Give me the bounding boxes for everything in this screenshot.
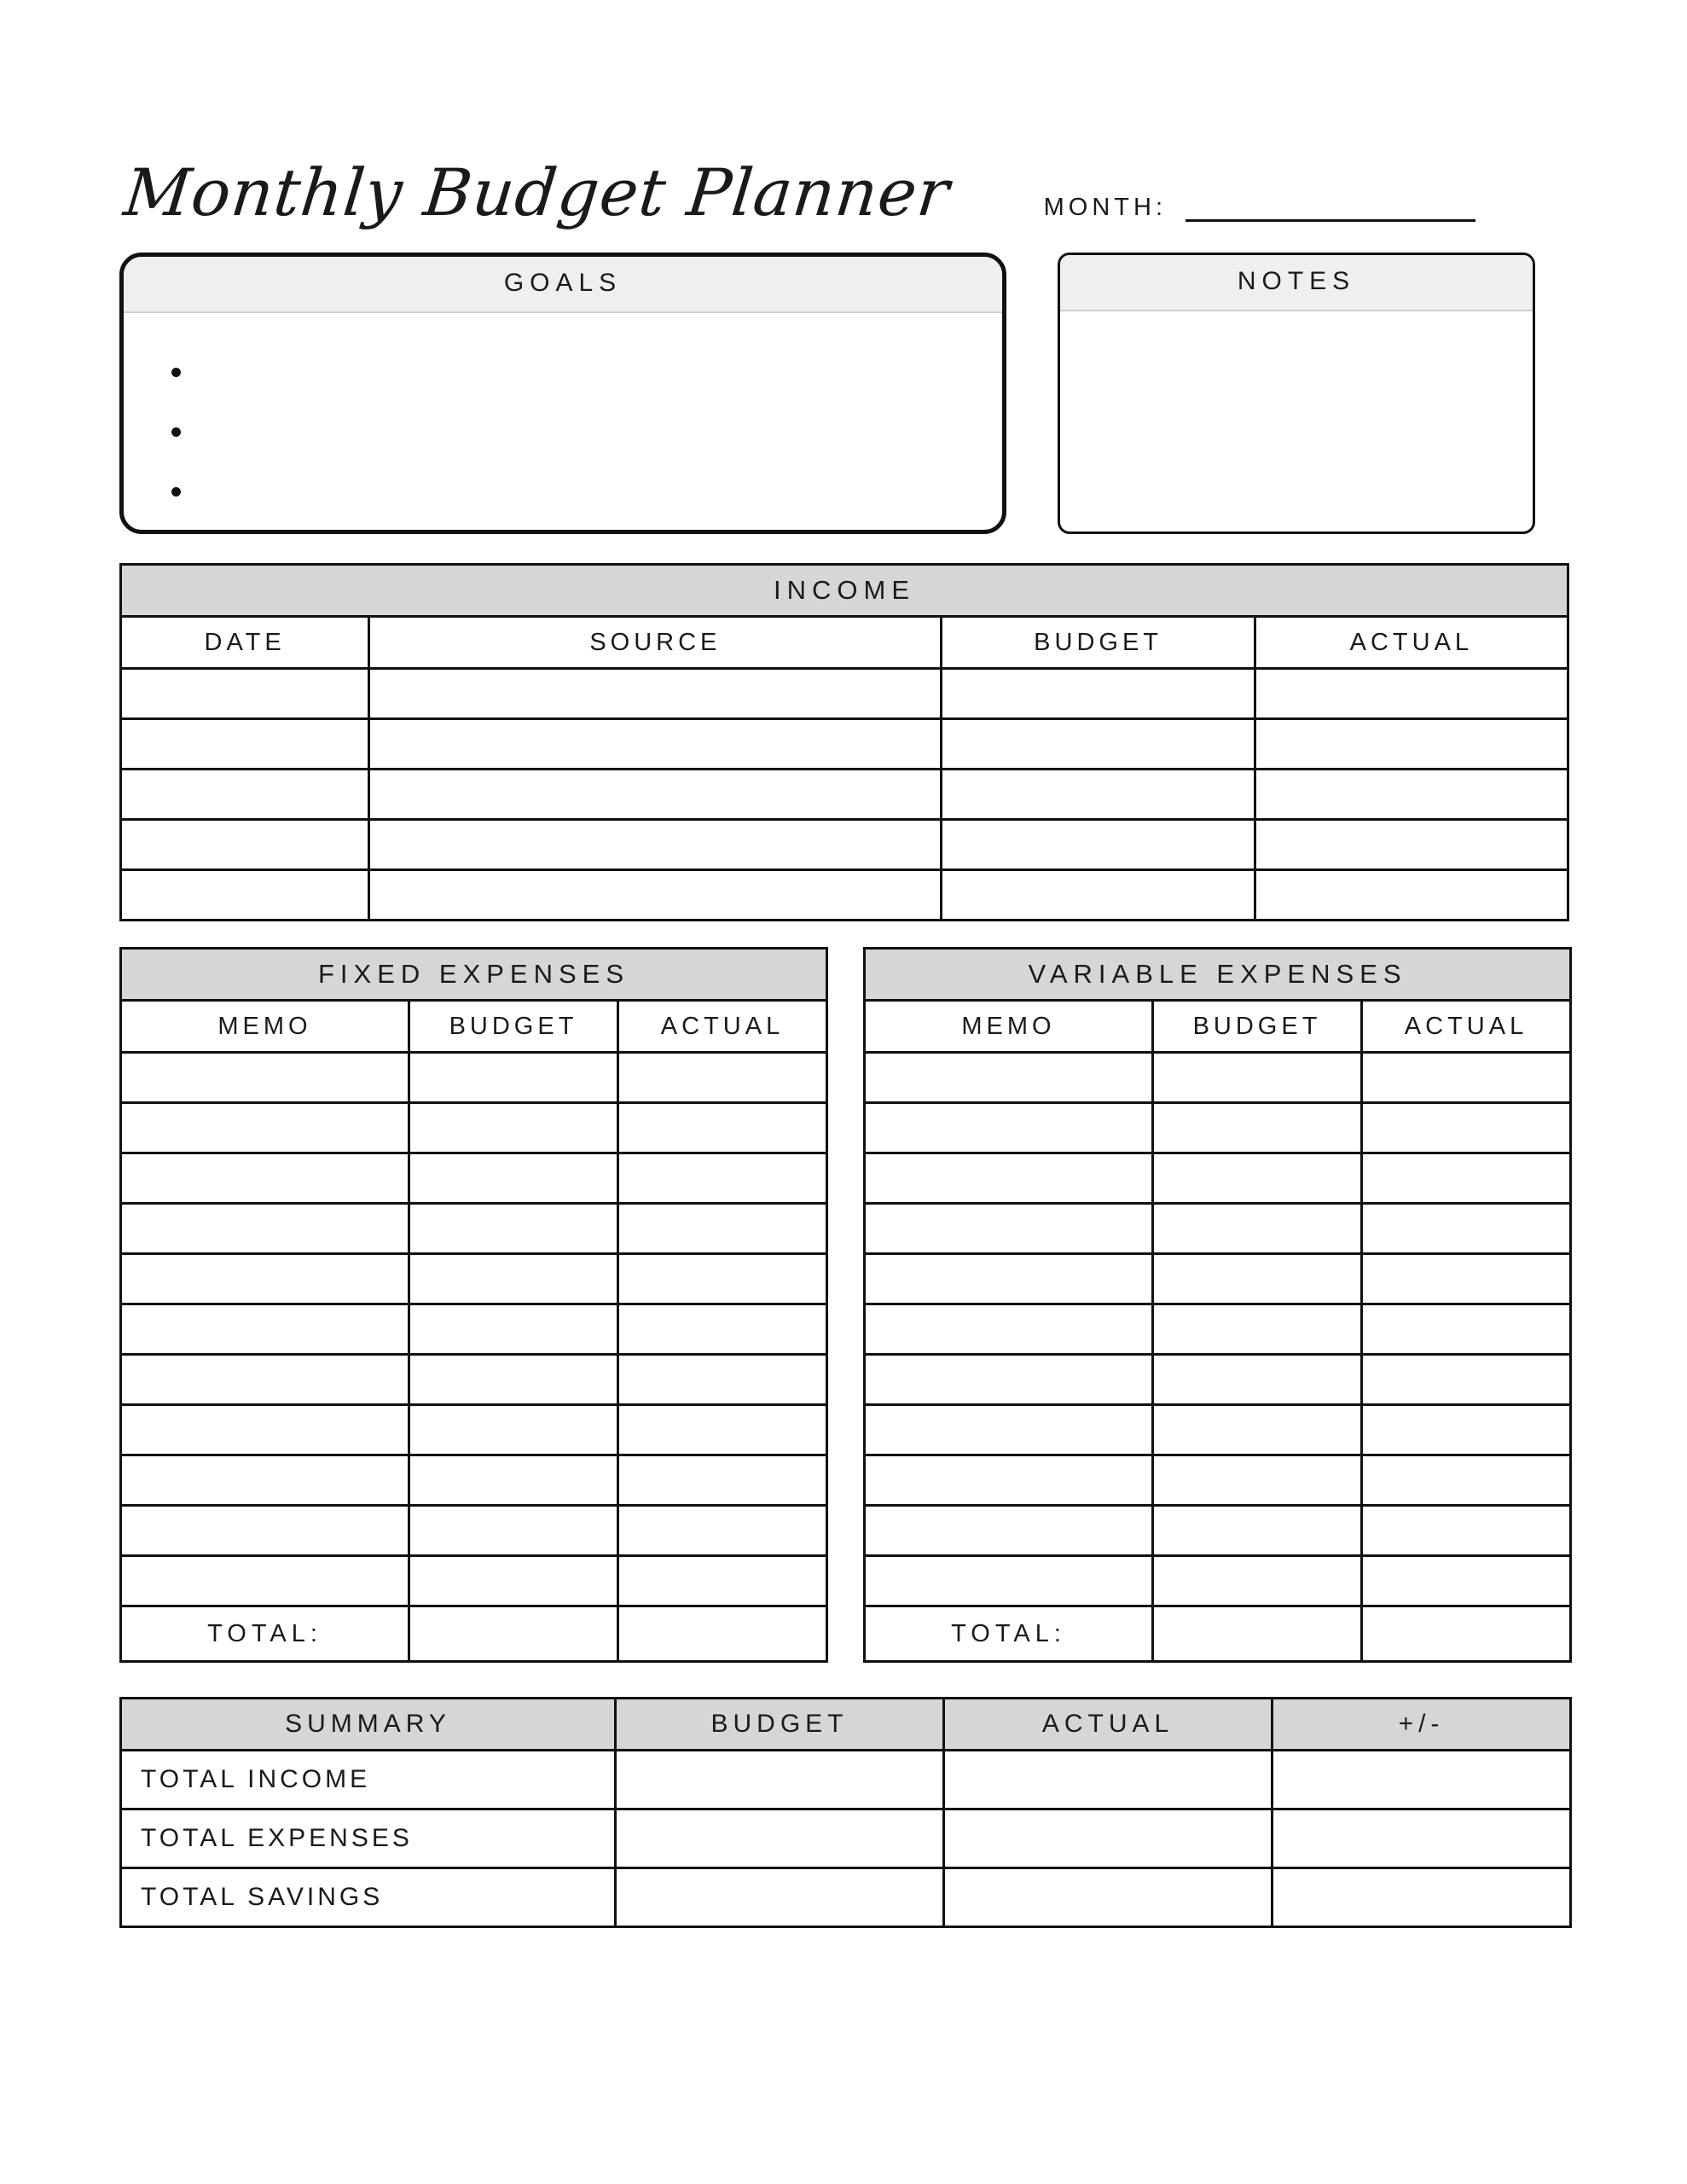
table-row — [121, 1455, 827, 1506]
table-row — [865, 1556, 1571, 1606]
variable-cell-actual[interactable] — [1362, 1355, 1571, 1405]
variable-cell-budget[interactable] — [1153, 1506, 1362, 1556]
table-total-row — [121, 1606, 827, 1662]
income-cell-source[interactable] — [369, 719, 942, 770]
summary-col-budget: BUDGET — [616, 1699, 944, 1751]
income-cell-date[interactable] — [121, 820, 369, 870]
table-row — [121, 1751, 1571, 1809]
table-row — [865, 1053, 1571, 1103]
fixed-cell-memo[interactable] — [121, 1506, 409, 1556]
table-row — [121, 669, 1568, 719]
income-cell-source[interactable] — [369, 669, 942, 719]
table-header-row — [121, 1001, 827, 1053]
variable-cell-actual[interactable] — [1362, 1254, 1571, 1304]
table-row — [121, 1405, 827, 1455]
variable-cell-actual[interactable] — [1362, 1053, 1571, 1103]
table-row — [121, 820, 1568, 870]
fixed-cell-memo[interactable] — [121, 1153, 409, 1204]
table-row — [865, 1103, 1571, 1153]
month-field-group — [1044, 194, 1569, 230]
summary-label-total-income: TOTAL INCOME — [121, 1751, 616, 1809]
fixed-cell-budget[interactable] — [409, 1304, 618, 1355]
header — [119, 128, 1569, 230]
fixed-cell-actual[interactable] — [618, 1304, 827, 1355]
variable-cell-actual[interactable] — [1362, 1153, 1571, 1204]
summary-total-savings-actual[interactable] — [944, 1868, 1272, 1927]
fixed-expenses-table — [119, 947, 828, 1663]
table-row — [865, 1506, 1571, 1556]
variable-cell-actual[interactable] — [1362, 1204, 1571, 1254]
income-band: INCOME — [121, 565, 1568, 617]
expenses-row — [119, 947, 1569, 1663]
fixed-cell-budget[interactable] — [409, 1053, 618, 1103]
variable-cell-actual[interactable] — [1362, 1405, 1571, 1455]
list-item[interactable] — [163, 462, 1002, 521]
variable-expenses-band: VARIABLE EXPENSES — [865, 949, 1571, 1001]
summary-label-total-expenses: TOTAL EXPENSES — [121, 1809, 616, 1868]
table-row — [121, 1053, 827, 1103]
table-row — [121, 1556, 827, 1606]
fixed-cell-memo[interactable] — [121, 1254, 409, 1304]
fixed-col-memo: MEMO — [121, 1001, 409, 1053]
variable-cell-memo[interactable] — [865, 1153, 1153, 1204]
summary-total-expenses-actual[interactable] — [944, 1809, 1272, 1868]
notes-input[interactable] — [1060, 311, 1533, 534]
income-cell-date[interactable] — [121, 870, 369, 921]
fixed-cell-budget[interactable] — [409, 1455, 618, 1506]
page-title: Monthly Budget Planner — [120, 154, 954, 230]
fixed-col-budget: BUDGET — [409, 1001, 618, 1053]
variable-cell-budget[interactable] — [1153, 1304, 1362, 1355]
income-cell-source[interactable] — [369, 820, 942, 870]
variable-total-budget[interactable] — [1153, 1606, 1362, 1662]
goals-box — [119, 253, 1006, 534]
income-table — [119, 563, 1569, 921]
variable-col-budget: BUDGET — [1153, 1001, 1362, 1053]
income-cell-actual[interactable] — [1255, 870, 1568, 921]
summary-col-diff: +/- — [1272, 1699, 1571, 1751]
income-col-source: SOURCE — [369, 617, 942, 669]
fixed-cell-budget[interactable] — [409, 1405, 618, 1455]
income-cell-budget[interactable] — [942, 820, 1255, 870]
variable-cell-memo[interactable] — [865, 1455, 1153, 1506]
summary-label-total-savings: TOTAL SAVINGS — [121, 1868, 616, 1927]
variable-expenses-table — [863, 947, 1572, 1663]
summary-col-actual: ACTUAL — [944, 1699, 1272, 1751]
variable-cell-memo[interactable] — [865, 1405, 1153, 1455]
fixed-cell-memo[interactable] — [121, 1355, 409, 1405]
summary-total-income-budget[interactable] — [616, 1751, 944, 1809]
table-row — [121, 870, 1568, 921]
fixed-cell-actual[interactable] — [618, 1204, 827, 1254]
goals-notes-row — [119, 253, 1569, 534]
list-item[interactable] — [163, 342, 1002, 402]
income-col-actual: ACTUAL — [1255, 617, 1568, 669]
fixed-cell-actual[interactable] — [618, 1455, 827, 1506]
fixed-cell-memo[interactable] — [121, 1405, 409, 1455]
month-input[interactable] — [1186, 216, 1475, 222]
variable-cell-budget[interactable] — [1153, 1053, 1362, 1103]
fixed-cell-actual[interactable] — [618, 1153, 827, 1204]
sheet — [119, 128, 1569, 1928]
table-row — [865, 1204, 1571, 1254]
table-row — [121, 1204, 827, 1254]
table-row — [865, 1355, 1571, 1405]
variable-expenses-section — [863, 947, 1569, 1663]
bullet-icon — [171, 487, 181, 497]
notes-box — [1058, 253, 1535, 534]
table-row — [865, 1304, 1571, 1355]
fixed-cell-memo[interactable] — [121, 1204, 409, 1254]
fixed-total-actual[interactable] — [618, 1606, 827, 1662]
table-row — [121, 1153, 827, 1204]
fixed-cell-actual[interactable] — [618, 1103, 827, 1153]
summary-col-title: SUMMARY — [121, 1699, 616, 1751]
table-header-row — [121, 1699, 1571, 1751]
table-row — [865, 1254, 1571, 1304]
summary-total-income-actual[interactable] — [944, 1751, 1272, 1809]
variable-cell-actual[interactable] — [1362, 1455, 1571, 1506]
table-row — [865, 1153, 1571, 1204]
income-cell-date[interactable] — [121, 770, 369, 820]
goals-list — [124, 313, 1002, 521]
variable-cell-budget[interactable] — [1153, 1204, 1362, 1254]
fixed-cell-budget[interactable] — [409, 1355, 618, 1405]
variable-cell-memo[interactable] — [865, 1304, 1153, 1355]
table-row — [121, 1355, 827, 1405]
summary-total-income-diff[interactable] — [1272, 1751, 1571, 1809]
income-cell-source[interactable] — [369, 770, 942, 820]
income-cell-budget[interactable] — [942, 719, 1255, 770]
table-row — [121, 1254, 827, 1304]
income-col-date: DATE — [121, 617, 369, 669]
fixed-cell-actual[interactable] — [618, 1556, 827, 1606]
income-section — [119, 563, 1569, 921]
list-item[interactable] — [163, 402, 1002, 462]
variable-cell-memo[interactable] — [865, 1204, 1153, 1254]
fixed-cell-memo[interactable] — [121, 1103, 409, 1153]
table-row — [121, 1809, 1571, 1868]
variable-cell-memo[interactable] — [865, 1556, 1153, 1606]
income-cell-date[interactable] — [121, 719, 369, 770]
table-row — [121, 719, 1568, 770]
table-header-row — [121, 617, 1568, 669]
month-label: MONTH: — [1043, 194, 1167, 221]
table-row — [121, 1103, 827, 1153]
fixed-cell-budget[interactable] — [409, 1254, 618, 1304]
variable-col-memo: MEMO — [865, 1001, 1153, 1053]
variable-cell-actual[interactable] — [1362, 1556, 1571, 1606]
income-cell-budget[interactable] — [942, 870, 1255, 921]
variable-cell-memo[interactable] — [865, 1355, 1153, 1405]
fixed-cell-memo[interactable] — [121, 1556, 409, 1606]
summary-total-savings-budget[interactable] — [616, 1868, 944, 1927]
variable-cell-actual[interactable] — [1362, 1304, 1571, 1355]
variable-cell-memo[interactable] — [865, 1053, 1153, 1103]
variable-cell-budget[interactable] — [1153, 1103, 1362, 1153]
income-cell-date[interactable] — [121, 669, 369, 719]
fixed-cell-budget[interactable] — [409, 1506, 618, 1556]
summary-section — [119, 1697, 1569, 1928]
table-total-row — [865, 1606, 1571, 1662]
table-row — [121, 770, 1568, 820]
bullet-icon — [171, 427, 181, 437]
notes-heading: NOTES — [1060, 255, 1533, 311]
variable-cell-actual[interactable] — [1362, 1506, 1571, 1556]
income-cell-actual[interactable] — [1255, 820, 1568, 870]
fixed-cell-budget[interactable] — [409, 1204, 618, 1254]
variable-cell-budget[interactable] — [1153, 1556, 1362, 1606]
income-cell-budget[interactable] — [942, 669, 1255, 719]
variable-cell-actual[interactable] — [1362, 1103, 1571, 1153]
variable-total-label: TOTAL: — [865, 1606, 1153, 1662]
fixed-cell-budget[interactable] — [409, 1153, 618, 1204]
income-cell-actual[interactable] — [1255, 669, 1568, 719]
fixed-total-label: TOTAL: — [121, 1606, 409, 1662]
table-band-row — [121, 949, 827, 1001]
table-header-row — [865, 1001, 1571, 1053]
variable-cell-budget[interactable] — [1153, 1254, 1362, 1304]
income-cell-source[interactable] — [369, 870, 942, 921]
income-col-budget: BUDGET — [942, 617, 1255, 669]
table-row — [121, 1506, 827, 1556]
fixed-cell-actual[interactable] — [618, 1506, 827, 1556]
variable-cell-memo[interactable] — [865, 1254, 1153, 1304]
variable-cell-memo[interactable] — [865, 1506, 1153, 1556]
income-cell-actual[interactable] — [1255, 719, 1568, 770]
variable-cell-budget[interactable] — [1153, 1355, 1362, 1405]
fixed-cell-actual[interactable] — [618, 1355, 827, 1405]
table-row — [121, 1304, 827, 1355]
fixed-cell-budget[interactable] — [409, 1103, 618, 1153]
goals-heading: GOALS — [124, 257, 1002, 313]
summary-total-expenses-budget[interactable] — [616, 1809, 944, 1868]
fixed-cell-memo[interactable] — [121, 1455, 409, 1506]
summary-total-savings-diff[interactable] — [1272, 1868, 1571, 1927]
variable-cell-budget[interactable] — [1153, 1455, 1362, 1506]
fixed-total-budget[interactable] — [409, 1606, 618, 1662]
variable-col-actual: ACTUAL — [1362, 1001, 1571, 1053]
variable-cell-budget[interactable] — [1153, 1153, 1362, 1204]
income-cell-budget[interactable] — [942, 770, 1255, 820]
fixed-expenses-section — [119, 947, 826, 1663]
fixed-col-actual: ACTUAL — [618, 1001, 827, 1053]
summary-table — [119, 1697, 1572, 1928]
fixed-cell-memo[interactable] — [121, 1304, 409, 1355]
summary-total-expenses-diff[interactable] — [1272, 1809, 1571, 1868]
fixed-cell-actual[interactable] — [618, 1053, 827, 1103]
fixed-cell-actual[interactable] — [618, 1405, 827, 1455]
fixed-cell-memo[interactable] — [121, 1053, 409, 1103]
income-cell-actual[interactable] — [1255, 770, 1568, 820]
fixed-expenses-band: FIXED EXPENSES — [121, 949, 827, 1001]
table-band-row — [865, 949, 1571, 1001]
table-row — [121, 1868, 1571, 1927]
table-band-row — [121, 565, 1568, 617]
variable-cell-memo[interactable] — [865, 1103, 1153, 1153]
variable-cell-budget[interactable] — [1153, 1405, 1362, 1455]
fixed-cell-budget[interactable] — [409, 1556, 618, 1606]
table-row — [865, 1405, 1571, 1455]
variable-total-actual[interactable] — [1362, 1606, 1571, 1662]
fixed-cell-actual[interactable] — [618, 1254, 827, 1304]
table-row — [865, 1455, 1571, 1506]
bullet-icon — [171, 368, 181, 377]
